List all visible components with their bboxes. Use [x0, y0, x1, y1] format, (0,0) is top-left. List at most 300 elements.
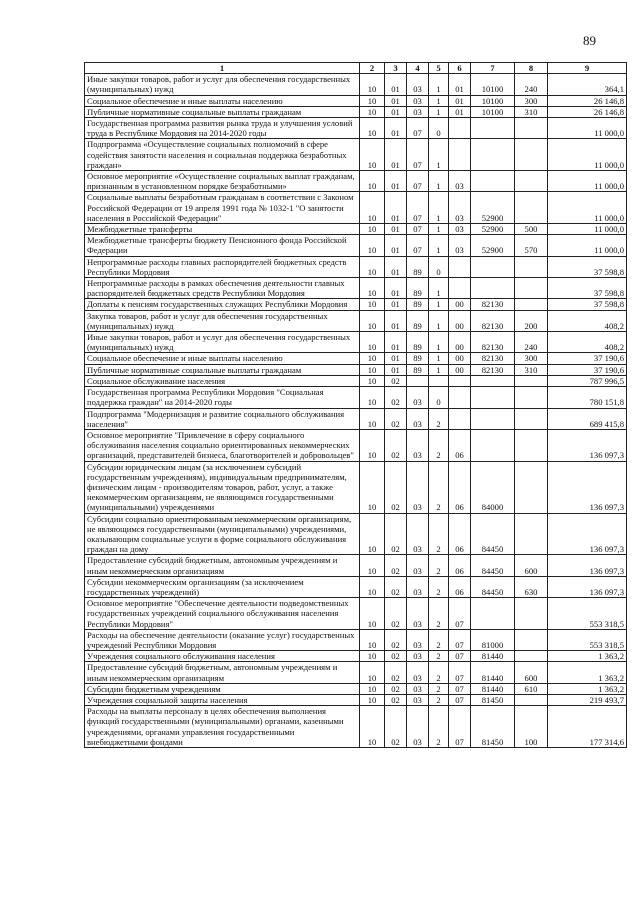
amount-cell: 37 598,8	[548, 256, 627, 277]
code-cell: 03	[407, 74, 429, 95]
code-cell: 310	[515, 364, 548, 375]
code-cell	[515, 256, 548, 277]
code-cell: 89	[407, 256, 429, 277]
code-cell: 2	[429, 706, 449, 748]
row-name-cell: Непрограммные расходы главных распорядителей бюджетных средств Республики Мордовия	[85, 256, 360, 277]
code-cell: 01	[385, 95, 407, 106]
code-cell: 82130	[471, 310, 515, 331]
code-cell: 84450	[471, 513, 515, 555]
code-cell: 03	[407, 387, 429, 408]
code-cell: 89	[407, 332, 429, 353]
code-cell: 300	[515, 353, 548, 364]
code-cell: 07	[449, 629, 471, 650]
amount-cell: 136 097,3	[548, 461, 627, 513]
amount-cell: 11 000,0	[548, 235, 627, 256]
code-cell: 02	[385, 706, 407, 748]
code-cell: 310	[515, 106, 548, 117]
code-cell: 02	[385, 408, 407, 429]
column-header: 3	[385, 63, 407, 74]
code-cell: 02	[385, 576, 407, 597]
code-cell: 02	[385, 513, 407, 555]
code-cell: 10	[360, 256, 385, 277]
code-cell: 2	[429, 408, 449, 429]
code-cell: 01	[385, 118, 407, 139]
code-cell: 02	[385, 429, 407, 461]
code-cell: 10	[360, 694, 385, 705]
code-cell: 0	[429, 118, 449, 139]
table-row	[85, 694, 627, 705]
table-row	[85, 299, 627, 310]
amount-cell: 11 000,0	[548, 118, 627, 139]
code-cell	[515, 694, 548, 705]
code-cell: 1	[429, 224, 449, 235]
code-cell: 07	[407, 118, 429, 139]
code-cell: 89	[407, 364, 429, 375]
table-row	[85, 651, 627, 662]
code-cell	[515, 651, 548, 662]
table-row	[85, 364, 627, 375]
code-cell: 300	[515, 95, 548, 106]
row-name-cell: Публичные нормативные социальные выплаты гражданам	[85, 106, 360, 117]
code-cell: 07	[449, 683, 471, 694]
code-cell: 240	[515, 332, 548, 353]
code-cell: 02	[385, 375, 407, 386]
amount-cell: 553 318,5	[548, 629, 627, 650]
code-cell: 00	[449, 332, 471, 353]
code-cell: 01	[385, 171, 407, 192]
code-cell: 600	[515, 555, 548, 576]
code-cell: 03	[407, 106, 429, 117]
code-cell: 84450	[471, 576, 515, 597]
code-cell: 03	[407, 598, 429, 630]
code-cell: 630	[515, 576, 548, 597]
code-cell: 01	[385, 332, 407, 353]
code-cell: 01	[385, 235, 407, 256]
column-header: 4	[407, 63, 429, 74]
code-cell: 10	[360, 95, 385, 106]
code-cell: 07	[407, 224, 429, 235]
code-cell: 01	[385, 192, 407, 224]
amount-cell: 553 318,5	[548, 598, 627, 630]
code-cell: 81000	[471, 629, 515, 650]
code-cell: 03	[407, 408, 429, 429]
code-cell: 06	[449, 513, 471, 555]
code-cell: 10	[360, 375, 385, 386]
code-cell: 10	[360, 555, 385, 576]
code-cell: 01	[449, 95, 471, 106]
amount-cell: 408,2	[548, 332, 627, 353]
code-cell: 03	[407, 429, 429, 461]
code-cell	[429, 375, 449, 386]
code-cell: 81440	[471, 651, 515, 662]
row-name-cell: Публичные нормативные социальные выплаты гражданам	[85, 364, 360, 375]
code-cell	[515, 387, 548, 408]
code-cell: 03	[407, 576, 429, 597]
code-cell	[515, 375, 548, 386]
code-cell: 10100	[471, 74, 515, 95]
code-cell: 10	[360, 387, 385, 408]
code-cell: 07	[407, 139, 429, 171]
table-row	[85, 683, 627, 694]
code-cell: 81450	[471, 694, 515, 705]
code-cell: 06	[449, 555, 471, 576]
code-cell: 10	[360, 598, 385, 630]
code-cell: 02	[385, 555, 407, 576]
row-name-cell: Расходы на обеспечение деятельности (оказание услуг) государственных учреждений Республики Мордовия	[85, 629, 360, 650]
code-cell: 100	[515, 706, 548, 748]
code-cell: 01	[385, 106, 407, 117]
code-cell: 03	[449, 224, 471, 235]
code-cell: 06	[449, 576, 471, 597]
code-cell: 2	[429, 576, 449, 597]
code-cell: 00	[449, 310, 471, 331]
code-cell: 03	[449, 235, 471, 256]
code-cell: 01	[385, 224, 407, 235]
row-name-cell: Социальное обслуживание населения	[85, 375, 360, 386]
code-cell: 10	[360, 74, 385, 95]
code-cell: 1	[429, 106, 449, 117]
table-row	[85, 235, 627, 256]
row-name-cell: Иные закупки товаров, работ и услуг для обеспечения государственных (муниципальных) нужд	[85, 74, 360, 95]
amount-cell: 11 000,0	[548, 139, 627, 171]
code-cell	[471, 387, 515, 408]
table-row	[85, 74, 627, 95]
code-cell: 02	[385, 683, 407, 694]
amount-cell: 689 415,8	[548, 408, 627, 429]
code-cell: 81440	[471, 683, 515, 694]
amount-cell: 787 996,5	[548, 375, 627, 386]
code-cell	[471, 278, 515, 299]
code-cell: 07	[449, 598, 471, 630]
code-cell: 89	[407, 299, 429, 310]
code-cell: 52900	[471, 235, 515, 256]
code-cell: 2	[429, 461, 449, 513]
column-header: 2	[360, 63, 385, 74]
table-row	[85, 106, 627, 117]
table-row	[85, 171, 627, 192]
row-name-cell: Субсидии некоммерческим организациям (за исключением государственных учреждений)	[85, 576, 360, 597]
code-cell	[449, 408, 471, 429]
code-cell: 81450	[471, 706, 515, 748]
code-cell: 82130	[471, 332, 515, 353]
code-cell: 1	[429, 171, 449, 192]
amount-cell: 780 151,8	[548, 387, 627, 408]
table-row	[85, 629, 627, 650]
code-cell: 10	[360, 408, 385, 429]
amount-cell: 26 146,8	[548, 95, 627, 106]
code-cell: 03	[407, 513, 429, 555]
amount-cell: 11 000,0	[548, 192, 627, 224]
table-row	[85, 224, 627, 235]
code-cell: 10	[360, 683, 385, 694]
budget-table	[84, 62, 627, 748]
column-header: 6	[449, 63, 471, 74]
code-cell: 2	[429, 513, 449, 555]
code-cell: 1	[429, 95, 449, 106]
code-cell: 10	[360, 364, 385, 375]
code-cell: 610	[515, 683, 548, 694]
code-cell: 03	[407, 694, 429, 705]
row-name-cell: Основное мероприятие «Осуществление социальных выплат гражданам, признанным в установленном порядке безработными»	[85, 171, 360, 192]
code-cell: 2	[429, 683, 449, 694]
page-number: 89	[583, 33, 596, 48]
code-cell: 01	[385, 353, 407, 364]
code-cell: 10	[360, 576, 385, 597]
column-header: 9	[548, 63, 627, 74]
code-cell: 10	[360, 278, 385, 299]
amount-cell: 1 363,2	[548, 683, 627, 694]
code-cell: 10	[360, 662, 385, 683]
code-cell: 1	[429, 332, 449, 353]
row-name-cell: Основное мероприятие "Привлечение в сферу социального обслуживания населения социально ориентированных некоммерческих организаций, представителей бизнеса, благотворителей и добровольцев"	[85, 429, 360, 461]
row-name-cell: Межбюджетные трансферты бюджету Пенсионного фонда Российской Федерации	[85, 235, 360, 256]
code-cell: 07	[407, 235, 429, 256]
code-cell: 82130	[471, 364, 515, 375]
code-cell: 02	[385, 461, 407, 513]
code-cell	[515, 192, 548, 224]
row-name-cell: Иные закупки товаров, работ и услуг для обеспечения государственных (муниципальных) нужд	[85, 332, 360, 353]
code-cell	[471, 375, 515, 386]
code-cell	[515, 278, 548, 299]
code-cell: 02	[385, 694, 407, 705]
code-cell	[449, 375, 471, 386]
code-cell: 2	[429, 598, 449, 630]
code-cell	[471, 171, 515, 192]
row-name-cell: Расходы на выплаты персоналу в целях обеспечения выполнения функций государственными (муниципальными) органами, казенными учреждениями, органами управления государственными внебюджетными фондами	[85, 706, 360, 748]
code-cell: 01	[449, 74, 471, 95]
code-cell	[515, 139, 548, 171]
row-name-cell: Субсидии социально ориентированным некоммерческим организациям, не являющимся государственными (муниципальными) учреждениями, оказывающим социальные услуги в форме социального обслуживания граждан на дому	[85, 513, 360, 555]
code-cell: 02	[385, 662, 407, 683]
row-name-cell: Доплаты к пенсиям государственных служащих Республики Мордовия	[85, 299, 360, 310]
code-cell: 10	[360, 429, 385, 461]
code-cell	[515, 461, 548, 513]
code-cell: 10	[360, 139, 385, 171]
table-row	[85, 375, 627, 386]
code-cell: 10100	[471, 106, 515, 117]
amount-cell: 219 493,7	[548, 694, 627, 705]
code-cell: 89	[407, 278, 429, 299]
code-cell	[471, 408, 515, 429]
code-cell	[449, 387, 471, 408]
code-cell: 03	[407, 651, 429, 662]
code-cell: 02	[385, 629, 407, 650]
code-cell	[515, 429, 548, 461]
code-cell: 10	[360, 118, 385, 139]
table-row	[85, 310, 627, 331]
table-header-row	[85, 63, 627, 74]
table-row	[85, 387, 627, 408]
code-cell: 1	[429, 364, 449, 375]
code-cell: 01	[385, 256, 407, 277]
row-name-cell: Предоставление субсидий бюджетным, автономным учреждениям и иным некоммерческим организациям	[85, 662, 360, 683]
code-cell: 10	[360, 310, 385, 331]
row-name-cell: Подпрограмма «Осуществление социальных полномочий в сфере содействия занятости населения и социальная поддержка безработных граждан»	[85, 139, 360, 171]
code-cell	[515, 629, 548, 650]
amount-cell: 11 000,0	[548, 171, 627, 192]
code-cell: 52900	[471, 192, 515, 224]
row-name-cell: Социальное обеспечение и иные выплаты населению	[85, 95, 360, 106]
row-name-cell: Социальное обеспечение и иные выплаты населению	[85, 353, 360, 364]
code-cell	[471, 598, 515, 630]
code-cell	[449, 278, 471, 299]
code-cell: 10	[360, 106, 385, 117]
code-cell: 02	[385, 651, 407, 662]
code-cell: 82130	[471, 299, 515, 310]
code-cell: 10	[360, 235, 385, 256]
code-cell: 0	[429, 387, 449, 408]
code-cell: 1	[429, 353, 449, 364]
code-cell: 03	[449, 171, 471, 192]
code-cell: 07	[407, 192, 429, 224]
row-name-cell: Учреждения социального обслуживания населения	[85, 651, 360, 662]
code-cell	[449, 139, 471, 171]
row-name-cell: Субсидии юридическим лицам (за исключением субсидий государственным учреждениям), индивидуальным предпринимателям, физическим лицам - производителям товаров, работ, услуг, а также некоммерческим организациям, не являющимся государственными (муниципальными) учреждениями	[85, 461, 360, 513]
code-cell: 10	[360, 299, 385, 310]
code-cell: 00	[449, 299, 471, 310]
amount-cell: 136 097,3	[548, 576, 627, 597]
code-cell: 03	[407, 629, 429, 650]
amount-cell: 136 097,3	[548, 555, 627, 576]
table-row	[85, 278, 627, 299]
row-name-cell: Государственная программа развития рынка труда и улучшения условий труда в Республике Мордовия на 2014-2020 годы	[85, 118, 360, 139]
code-cell: 07	[449, 662, 471, 683]
table-row	[85, 706, 627, 748]
amount-cell: 37 598,8	[548, 299, 627, 310]
table-row	[85, 256, 627, 277]
code-cell: 1	[429, 74, 449, 95]
code-cell: 82130	[471, 353, 515, 364]
code-cell: 01	[449, 106, 471, 117]
code-cell: 03	[407, 95, 429, 106]
code-cell: 600	[515, 662, 548, 683]
code-cell: 07	[407, 171, 429, 192]
amount-cell: 136 097,3	[548, 513, 627, 555]
row-name-cell: Основное мероприятие "Обеспечение деятельности подведомственных государственных учреждений социального обслуживания населения Республики Мордовия"	[85, 598, 360, 630]
row-name-cell: Государственная программа Республики Мордовия "Социальная поддержка граждан" на 2014-2020 годы	[85, 387, 360, 408]
code-cell: 200	[515, 310, 548, 331]
code-cell: 01	[385, 74, 407, 95]
code-cell: 84450	[471, 555, 515, 576]
table-row	[85, 118, 627, 139]
table-row	[85, 139, 627, 171]
code-cell: 03	[407, 461, 429, 513]
code-cell	[515, 513, 548, 555]
code-cell: 1	[429, 192, 449, 224]
code-cell: 03	[407, 706, 429, 748]
code-cell	[515, 299, 548, 310]
row-name-cell: Учреждения социальной защиты населения	[85, 694, 360, 705]
code-cell: 07	[449, 694, 471, 705]
row-name-cell: Субсидии бюджетным учреждениям	[85, 683, 360, 694]
code-cell: 02	[385, 598, 407, 630]
code-cell: 10	[360, 171, 385, 192]
code-cell: 1	[429, 278, 449, 299]
column-header: 1	[85, 63, 360, 74]
code-cell: 03	[407, 555, 429, 576]
code-cell: 00	[449, 364, 471, 375]
code-cell	[515, 118, 548, 139]
code-cell: 02	[385, 387, 407, 408]
row-name-cell: Предоставление субсидий бюджетным, автономным учреждениям и иным некоммерческим организациям	[85, 555, 360, 576]
code-cell: 07	[449, 706, 471, 748]
table-row	[85, 332, 627, 353]
amount-cell: 11 000,0	[548, 224, 627, 235]
code-cell: 10	[360, 461, 385, 513]
row-name-cell: Социальные выплаты безработным гражданам в соответствии с Законом Российской Федерации от 19 апреля 1991 года № 1032-1 "О занятости населения в Российской Федерации"	[85, 192, 360, 224]
code-cell	[449, 118, 471, 139]
table-body	[85, 74, 627, 748]
code-cell: 06	[449, 429, 471, 461]
code-cell: 2	[429, 651, 449, 662]
code-cell: 10	[360, 353, 385, 364]
code-cell: 07	[449, 651, 471, 662]
code-cell: 0	[429, 256, 449, 277]
column-header: 8	[515, 63, 548, 74]
code-cell: 500	[515, 224, 548, 235]
amount-cell: 1 363,2	[548, 662, 627, 683]
code-cell	[515, 171, 548, 192]
code-cell: 03	[449, 192, 471, 224]
amount-cell: 1 363,2	[548, 651, 627, 662]
code-cell: 81440	[471, 662, 515, 683]
amount-cell: 26 146,8	[548, 106, 627, 117]
code-cell: 2	[429, 555, 449, 576]
table-row	[85, 353, 627, 364]
amount-cell: 37 190,6	[548, 353, 627, 364]
code-cell: 01	[385, 278, 407, 299]
row-name-cell: Непрограммные расходы в рамках обеспечения деятельности главных распорядителей бюджетных средств Республики Мордовия	[85, 278, 360, 299]
code-cell	[471, 429, 515, 461]
code-cell: 10	[360, 629, 385, 650]
code-cell: 10	[360, 651, 385, 662]
code-cell	[515, 408, 548, 429]
code-cell: 00	[449, 353, 471, 364]
code-cell	[449, 256, 471, 277]
table-row	[85, 95, 627, 106]
table-row	[85, 598, 627, 630]
code-cell: 10	[360, 513, 385, 555]
code-cell: 2	[429, 429, 449, 461]
amount-cell: 408,2	[548, 310, 627, 331]
code-cell	[471, 118, 515, 139]
table-row	[85, 576, 627, 597]
code-cell: 01	[385, 310, 407, 331]
code-cell: 1	[429, 139, 449, 171]
code-cell: 10100	[471, 95, 515, 106]
code-cell: 570	[515, 235, 548, 256]
row-name-cell: Подпрограмма "Модернизация и развитие социального обслуживания населения"	[85, 408, 360, 429]
table-row	[85, 408, 627, 429]
code-cell: 03	[407, 683, 429, 694]
row-name-cell: Межбюджетные трансферты	[85, 224, 360, 235]
code-cell: 2	[429, 629, 449, 650]
code-cell: 2	[429, 662, 449, 683]
table-row	[85, 555, 627, 576]
code-cell	[515, 598, 548, 630]
table-row	[85, 429, 627, 461]
code-cell: 03	[407, 662, 429, 683]
table-row	[85, 192, 627, 224]
table-row	[85, 662, 627, 683]
code-cell: 01	[385, 364, 407, 375]
code-cell: 1	[429, 299, 449, 310]
row-name-cell: Закупка товаров, работ и услуг для обеспечения государственных (муниципальных) нужд	[85, 310, 360, 331]
amount-cell: 364,1	[548, 74, 627, 95]
column-header: 7	[471, 63, 515, 74]
amount-cell: 177 314,6	[548, 706, 627, 748]
amount-cell: 136 097,3	[548, 429, 627, 461]
